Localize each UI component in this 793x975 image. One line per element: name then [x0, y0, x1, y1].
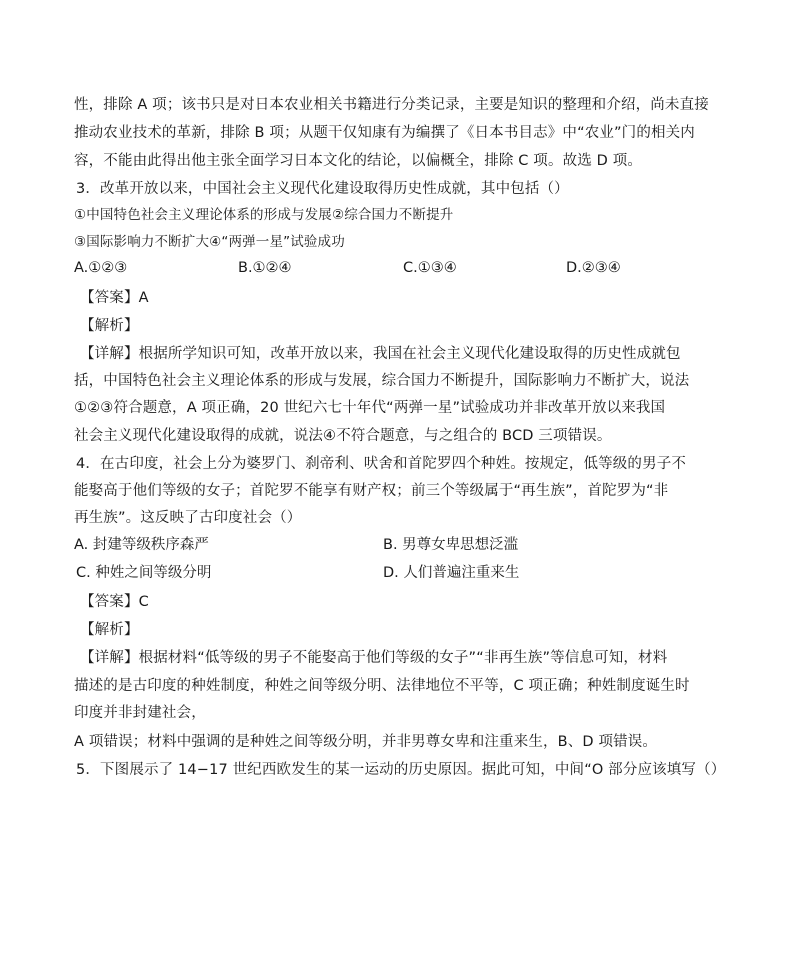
q4-option-d: D. 人们普遍注重来生 [383, 565, 520, 581]
q4-detail-line-3: 印度并非封建社会， [74, 705, 206, 721]
q3-analysis-label: 【解析】 [80, 318, 139, 334]
q4-option-a: A. 封建等级秩序森严 [74, 537, 209, 553]
q5-stem: 5．下图展示了 14−17 世纪西欧发生的某一运动的历史原因。据此可知，中间“O 部分应该填写（） [76, 762, 726, 778]
q4-stem-line-3: 再生族”。这反映了古印度社会（） [74, 510, 302, 526]
q3-items-line-1: ①中国特色社会主义理论体系的形成与发展②综合国力不断提升 [74, 207, 454, 223]
q3-detail-line-2: 括，中国特色社会主义理论体系的形成与发展，综合国力不断提升，国际影响力不断扩大，说法 [74, 373, 690, 389]
q4-answer: 【答案】C [80, 594, 149, 610]
q4-detail-line-4: A 项错误；材料中强调的是种姓之间等级分明，并非男尊女卑和注重来生，B、D 项错误。 [74, 734, 658, 750]
q3-stem: 3．改革开放以来，中国社会主义现代化建设取得历史性成就，其中包括（） [76, 181, 569, 197]
q2-analysis-line-1: 性，排除 A 项；该书只是对日本农业相关书籍进行分类记录，主要是知识的整理和介绍，尚未直接 [74, 97, 709, 113]
q3-detail-line-4: 社会主义现代化建设取得的成就，说法④不符合题意，与之组合的 BCD 三项错误。 [74, 428, 612, 444]
q2-analysis-line-3: 容，不能由此得出他主张全面学习日本文化的结论，以偏概全，排除 C 项。故选 D 项。 [74, 153, 643, 169]
q3-items-line-2: ③国际影响力不断扩大④“两弹一星”试验成功 [74, 234, 345, 250]
q3-option-c: C.①③④ [403, 260, 457, 276]
q3-option-d: D.②③④ [566, 260, 621, 276]
q3-answer: 【答案】A [80, 290, 149, 306]
q3-option-a: A.①②③ [74, 260, 128, 276]
q4-analysis-label: 【解析】 [80, 622, 139, 638]
q3-detail-line-3: ①②③符合题意，A 项正确，20 世纪六七十年代“两弹一星”试验成功并非改革开放以来我国 [74, 400, 666, 416]
q4-stem-line-2: 能娶高于他们等级的女子；首陀罗不能享有财产权；前三个等级属于“再生族”，首陀罗为“非 [74, 483, 669, 499]
q2-analysis-line-2: 推动农业技术的革新，排除 B 项；从题干仅知康有为编撰了《日本书目志》中“农业”门的相关内 [74, 125, 695, 141]
q3-option-b: B.①②④ [238, 260, 292, 276]
q3-detail-line-1: 【详解】根据所学知识可知，改革开放以来，我国在社会主义现代化建设取得的历史性成就包 [80, 346, 681, 362]
q4-option-c: C. 种姓之间等级分明 [76, 565, 212, 581]
q4-stem-line-1: 4．在古印度，社会上分为婆罗门、刹帝利、吠舍和首陀罗四个种姓。按规定，低等级的男子不 [76, 456, 687, 472]
q4-detail-line-1: 【详解】根据材料“低等级的男子不能娶高于他们等级的女子”“非再生族”等信息可知，材料 [80, 650, 668, 666]
q4-detail-line-2: 描述的是古印度的种姓制度，种姓之间等级分明、法律地位不平等，C 项正确；种姓制度诞生时 [74, 678, 690, 694]
q4-option-b: B. 男尊女卑思想泛滥 [383, 537, 519, 553]
